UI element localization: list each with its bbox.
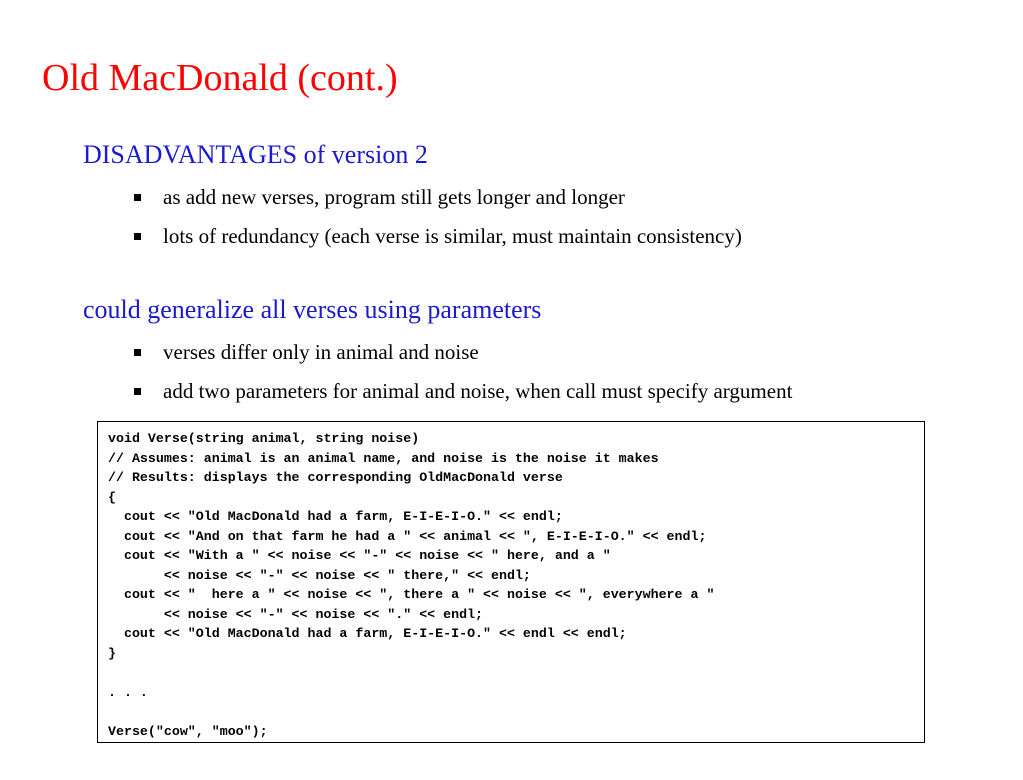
square-bullet-icon: [134, 233, 141, 240]
bullet-text: verses differ only in animal and noise: [163, 340, 479, 364]
bullet-text: as add new verses, program still gets longer and longer: [163, 185, 625, 209]
code-line: . . .: [108, 684, 148, 700]
bullet-list-generalize: [134, 333, 792, 411]
bullet-list-disadvantages: [134, 178, 742, 256]
bullet-item: [134, 333, 792, 372]
section-heading-disadvantages: DISADVANTAGES of version 2: [83, 140, 428, 169]
code-line: [108, 663, 924, 683]
code-line: [108, 702, 924, 722]
code-line: << noise << "-" << noise << "." << endl;: [108, 606, 484, 622]
bullet-item: [134, 217, 742, 256]
code-line: << noise << "-" << noise << " there," << endl;: [108, 567, 531, 583]
code-line: cout << "Old MacDonald had a farm, E-I-E-I-O." << endl;: [108, 509, 563, 524]
square-bullet-icon: [134, 388, 141, 395]
code-line: cout << " here a " << noise << ", there a " << noise << ", everywhere a ": [108, 587, 715, 602]
square-bullet-icon: [134, 194, 141, 201]
code-line: cout << "Old MacDonald had a farm, E-I-E-I-O." << endl << endl;: [108, 626, 627, 641]
code-line: // Assumes: animal is an animal name, and noise is the noise it makes: [108, 450, 659, 466]
bullet-text: lots of redundancy (each verse is similar, must maintain consistency): [163, 224, 742, 248]
square-bullet-icon: [134, 349, 141, 356]
code-line: {: [108, 489, 116, 505]
bullet-text: add two parameters for animal and noise, when call must specify argument: [163, 379, 793, 403]
code-line: }: [108, 645, 116, 661]
bullet-item: [134, 178, 742, 217]
code-line: cout << "And on that farm he had a " << animal << ", E-I-E-I-O." << endl;: [108, 528, 707, 544]
code-listing: [97, 421, 925, 743]
code-line: cout << "With a " << noise << "-" << noise << " here, and a ": [108, 548, 611, 563]
code-line: Verse("cow", "moo");: [108, 723, 268, 739]
section-heading-generalize: could generalize all verses using parameters: [83, 295, 542, 324]
code-line: // Results: displays the corresponding OldMacDonald verse: [108, 470, 563, 485]
code-line: void Verse(string animal, string noise): [108, 431, 420, 446]
bullet-item: [134, 372, 792, 411]
slide-title: Old MacDonald (cont.): [42, 57, 398, 99]
